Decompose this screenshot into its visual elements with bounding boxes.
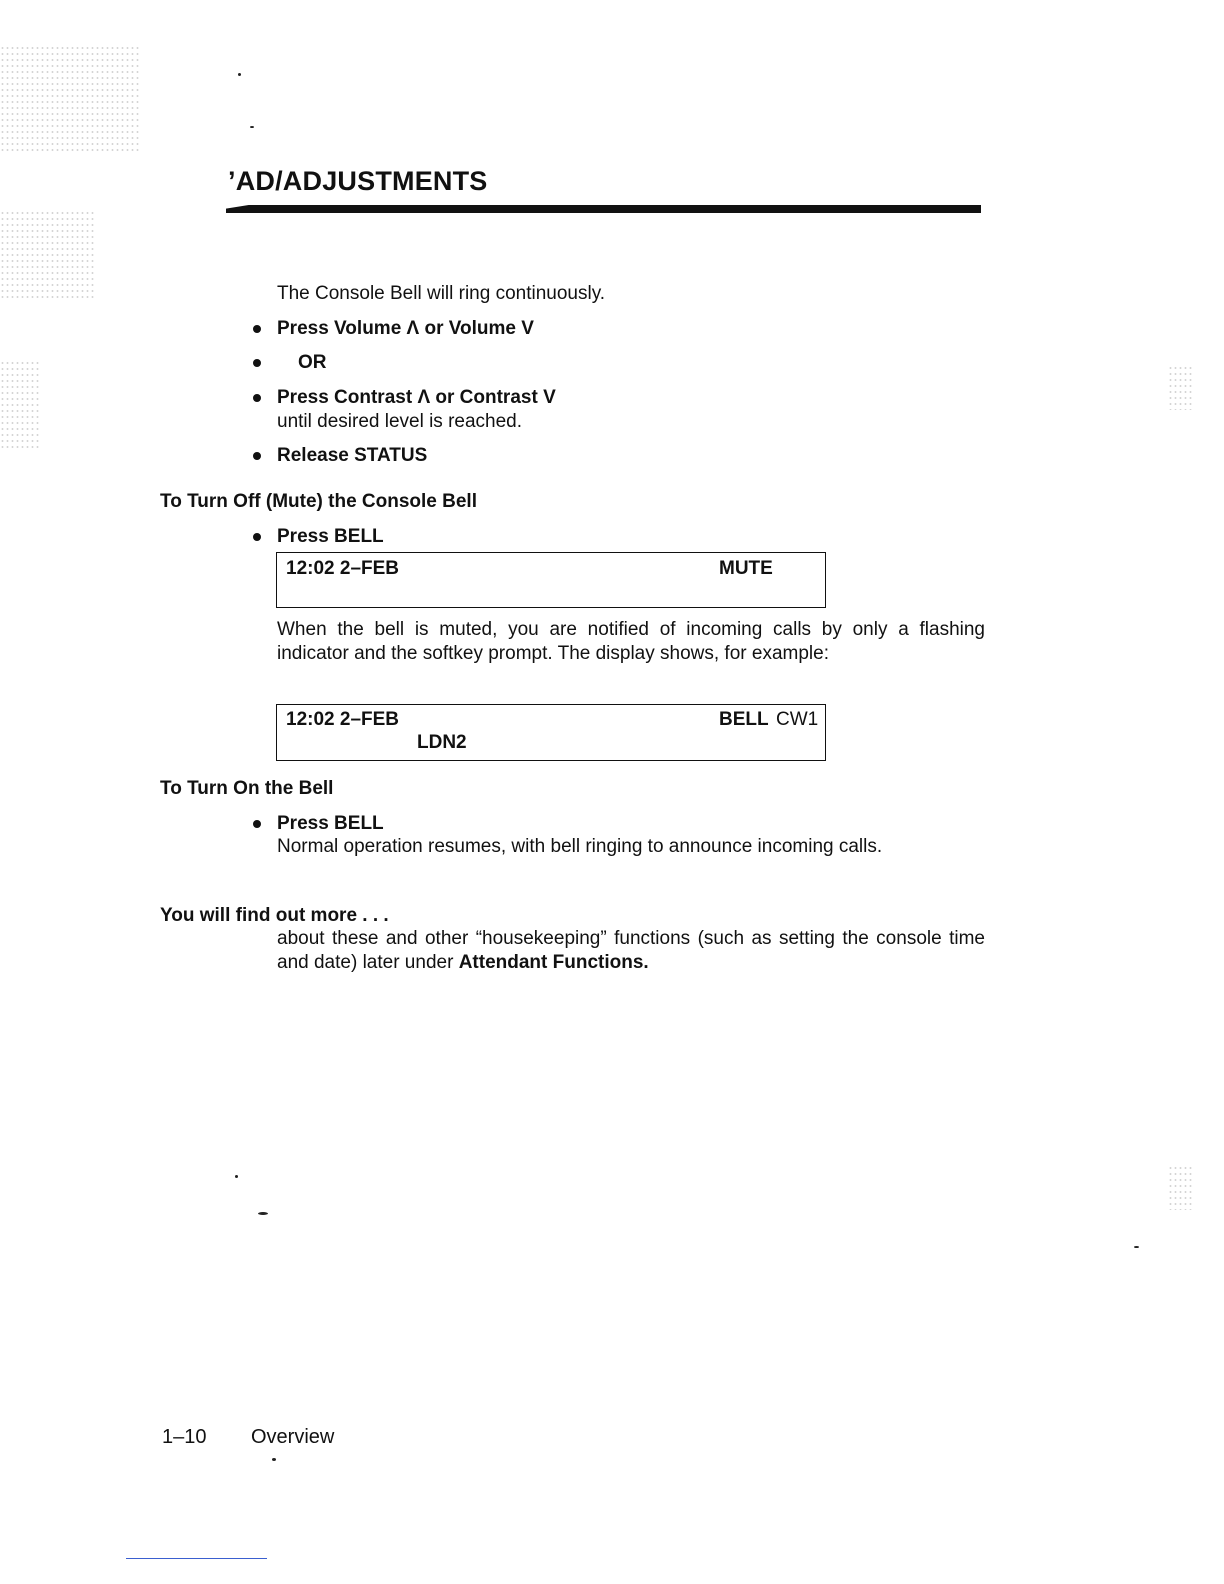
bullet-icon — [253, 820, 261, 828]
scan-noise-left — [0, 210, 95, 300]
bullet-icon — [253, 359, 261, 367]
bullet-icon — [253, 325, 261, 333]
speck — [272, 1458, 276, 1461]
speck — [250, 126, 254, 128]
more-text — [277, 927, 985, 975]
more-body: about these and other “housekeeping” functions (such as setting the console time and date) later under — [277, 928, 985, 973]
scan-noise-right — [1168, 365, 1192, 410]
display-status-label: BELL — [719, 709, 769, 730]
speck — [1134, 1246, 1139, 1248]
speck — [235, 1175, 238, 1178]
mute-description: When the bell is muted, you are notified of incoming calls by only a flashing indicator and the softkey prompt. The display shows, for example: — [277, 619, 985, 664]
step-or: OR — [298, 352, 327, 373]
bullet-icon — [253, 533, 261, 541]
more-heading: You will find out more . . . — [160, 905, 389, 926]
heading-rule — [226, 205, 981, 213]
step-contrast: Press Contrast Λ or Contrast V — [277, 387, 556, 408]
contrast-note: until desired level is reached. — [277, 411, 523, 432]
bullet-icon — [253, 452, 261, 460]
display-time-date: 12:02 2–FEB — [286, 558, 400, 579]
step-volume: Press Volume Λ or Volume V — [277, 318, 534, 339]
intro-text: The Console Bell will ring continuously. — [277, 283, 606, 304]
speck — [238, 73, 241, 76]
unmute-description: Normal operation resumes, with bell ringing to announce incoming calls. — [277, 836, 883, 857]
attendant-functions-ref: Attendant Functions. — [458, 952, 649, 973]
display-status-value: CW1 — [776, 709, 819, 730]
page-title: ’AD/ADJUSTMENTS — [228, 166, 488, 196]
page-number: 1–10 — [162, 1426, 207, 1448]
mute-step: Press BELL — [277, 526, 384, 547]
mute-heading: To Turn Off (Mute) the Console Bell — [160, 491, 477, 512]
step-release: Release STATUS — [277, 445, 428, 466]
console-display-example — [276, 704, 826, 761]
scan-noise-top-left — [0, 45, 140, 155]
footer-section: Overview — [251, 1426, 335, 1448]
display-status: MUTE — [719, 558, 773, 579]
unmute-heading: To Turn On the Bell — [160, 778, 334, 799]
display-line: LDN2 — [417, 732, 467, 753]
display-time-date: 12:02 2–FEB — [286, 709, 400, 730]
bullet-icon — [253, 394, 261, 402]
unmute-step: Press BELL — [277, 813, 384, 834]
scan-noise-left-lower — [0, 360, 40, 450]
scan-noise-right-lower — [1168, 1165, 1192, 1210]
console-display-mute — [276, 552, 826, 608]
footer-line — [126, 1558, 267, 1559]
speck — [258, 1212, 268, 1215]
